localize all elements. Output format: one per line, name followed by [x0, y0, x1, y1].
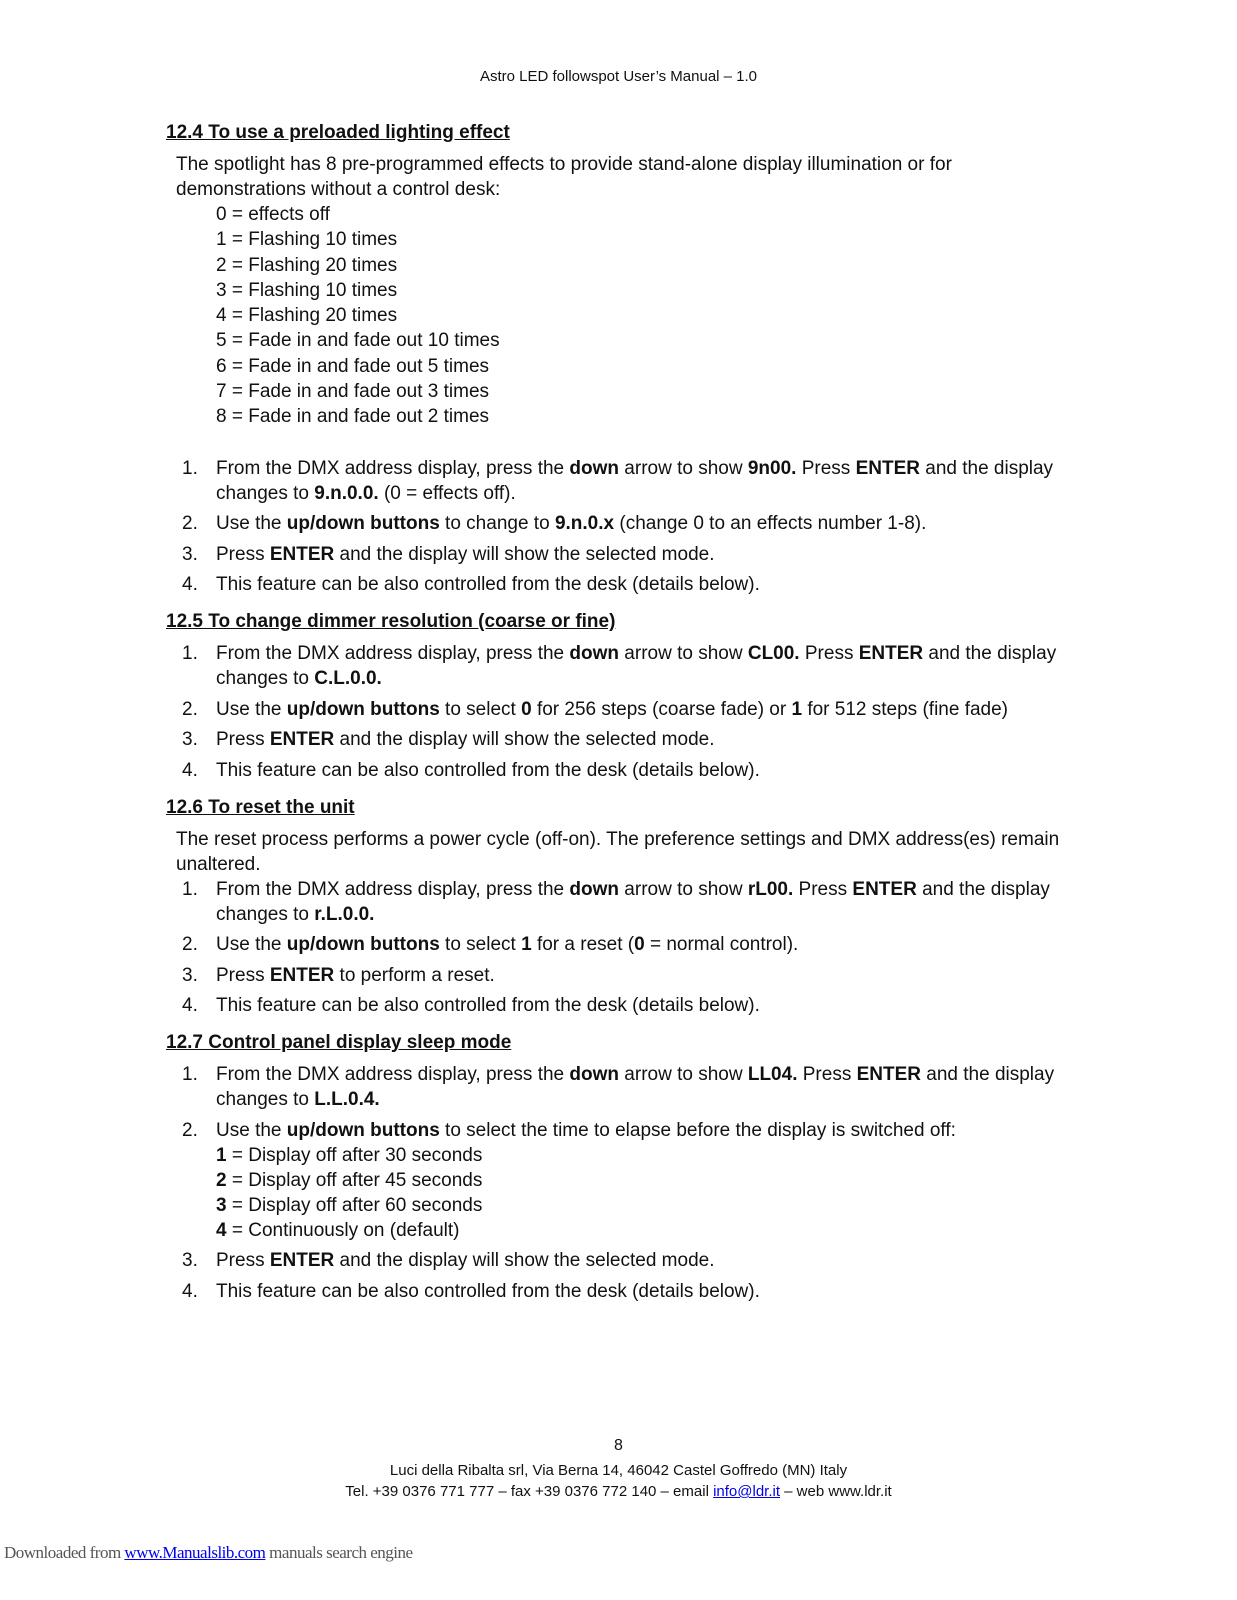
emphasis-text: up/down buttons [286, 513, 440, 535]
step-item [166, 932, 1066, 957]
step-text: = Continuously on (default) [226, 1219, 460, 1241]
sleep-option [216, 1168, 1066, 1193]
step-number: 1. [182, 878, 198, 900]
page-number: 8 [614, 1437, 623, 1454]
step-text: Press [793, 878, 853, 900]
effect-item: 0 = effects off [216, 204, 330, 225]
document-body [166, 120, 1066, 1309]
emphasis-text: LL04. [747, 1064, 798, 1086]
step-item [166, 877, 1066, 927]
step-item [166, 641, 1066, 691]
step-number: 2. [182, 513, 198, 535]
effect-item: 2 = Flashing 20 times [216, 254, 398, 276]
emphasis-text: L.L.0.4. [314, 1089, 380, 1111]
step-text: Press [796, 457, 856, 479]
sleep-option [216, 1143, 1066, 1168]
emphasis-text: ENTER [855, 457, 920, 479]
step-body [216, 572, 1066, 597]
step-text: and the display changes to [216, 1064, 1055, 1111]
emphasis-text: 9n00. [747, 457, 797, 479]
step-text: This feature can be also controlled from the desk (details below). [216, 1280, 760, 1302]
effect-item: 4 = Flashing 20 times [216, 305, 398, 327]
step-text: = Display off after 30 seconds [226, 1144, 483, 1166]
emphasis-text: down [569, 878, 620, 900]
step-body [216, 1062, 1066, 1112]
step-text: Press [216, 543, 270, 565]
step-text: arrow to show [619, 643, 748, 665]
step-item [166, 963, 1066, 988]
step-body [216, 1248, 1066, 1273]
emphasis-text: 2 [216, 1169, 227, 1191]
effect-item: 7 = Fade in and fade out 3 times [216, 381, 490, 403]
step-text: (0 = effects off). [378, 482, 516, 504]
step-number: 2. [182, 934, 198, 956]
emphasis-text: ENTER [852, 878, 917, 900]
step-text: to select the time to elapse before the display is switched off: [439, 1119, 956, 1141]
emphasis-text: up/down buttons [286, 934, 440, 956]
step-text: to select [439, 698, 522, 720]
step-item [166, 456, 1066, 506]
emphasis-text: 9.n.0.0. [314, 482, 379, 504]
step-body [216, 1118, 1066, 1143]
emphasis-text: ENTER [269, 729, 335, 751]
step-text: and the display changes to [216, 643, 1057, 690]
step-text: and the display will show the selected mode. [334, 1250, 715, 1272]
emphasis-text: ENTER [856, 1064, 921, 1086]
effect-item: 6 = Fade in and fade out 5 times [216, 355, 490, 377]
step-text: and the display changes to [216, 878, 1050, 925]
step-text: This feature can be also controlled from the desk (details below). [216, 759, 760, 781]
step-text: Press [216, 964, 270, 986]
section-intro: The reset process performs a power cycle (off-on). The preference settings and DMX address(es) remain unaltered. [176, 828, 1060, 875]
step-text: Press [799, 643, 859, 665]
emphasis-text: C.L.0.0. [314, 668, 382, 690]
step-item [166, 758, 1066, 783]
section-heading: 12.5 To change dimmer resolution (coarse or fine) [166, 611, 616, 633]
emphasis-text: 4 [216, 1219, 227, 1241]
steps-list [166, 1062, 1066, 1304]
step-body [216, 932, 1066, 957]
step-body [216, 758, 1066, 783]
step-text: arrow to show [619, 457, 748, 479]
step-text: From the DMX address display, press the [216, 878, 570, 900]
steps-list [166, 456, 1066, 598]
step-item [166, 1062, 1066, 1112]
download-suffix: manuals search engine [265, 1543, 413, 1562]
step-number: 4. [182, 1280, 198, 1302]
footer-contact-suffix: – web www.ldr.it [780, 1483, 892, 1500]
step-body [216, 963, 1066, 988]
sleep-option [216, 1193, 1066, 1218]
step-item [166, 1248, 1066, 1273]
manualslib-link[interactable]: www.Manualslib.com [124, 1543, 266, 1562]
footer-address: Luci della Ribalta srl, Via Berna 14, 46042 Castel Goffredo (MN) Italy [389, 1462, 848, 1479]
step-text: Press [216, 729, 270, 751]
emphasis-text: 9.n.0.x [554, 513, 615, 535]
step-text: From the DMX address display, press the [216, 1064, 570, 1086]
step-text: This feature can be also controlled from the desk (details below). [216, 995, 760, 1017]
step-text: Use the [216, 1119, 287, 1141]
step-number: 3. [182, 964, 198, 986]
effect-item: 3 = Flashing 10 times [216, 279, 398, 301]
step-item [166, 697, 1066, 722]
step-text: to change to [439, 513, 555, 535]
step-text: Use the [216, 513, 287, 535]
section-heading: 12.7 Control panel display sleep mode [166, 1032, 512, 1054]
effect-item: 1 = Flashing 10 times [216, 229, 398, 251]
step-text: arrow to show [619, 878, 748, 900]
emphasis-text: 0 [521, 698, 532, 720]
emphasis-text: down [569, 457, 620, 479]
emphasis-text: 1 [521, 934, 532, 956]
step-number: 1. [182, 457, 198, 479]
emphasis-text: 0 [634, 934, 645, 956]
step-text: Use the [216, 698, 287, 720]
step-item [166, 1279, 1066, 1304]
step-item [166, 511, 1066, 536]
step-number: 4. [182, 574, 198, 596]
step-text: for a reset ( [531, 934, 635, 956]
step-text: = Display off after 60 seconds [226, 1194, 483, 1216]
emphasis-text: down [569, 643, 620, 665]
step-text: and the display will show the selected mode. [334, 543, 715, 565]
step-number: 3. [182, 543, 198, 565]
step-text: for 256 steps (coarse fade) or [531, 698, 792, 720]
footer-contact [0, 1483, 1237, 1500]
emphasis-text: up/down buttons [286, 698, 440, 720]
emphasis-text: ENTER [269, 964, 335, 986]
section-4 [166, 120, 1066, 597]
section-7 [166, 1030, 1066, 1304]
step-number: 3. [182, 729, 198, 751]
emphasis-text: 1 [216, 1144, 227, 1166]
section-heading: 12.6 To reset the unit [166, 796, 355, 818]
step-body [216, 727, 1066, 752]
emphasis-text: 1 [791, 698, 803, 720]
step-text: From the DMX address display, press the [216, 457, 570, 479]
emphasis-text: ENTER [269, 1250, 335, 1272]
step-number: 2. [182, 1119, 198, 1141]
effect-item: 8 = Fade in and fade out 2 times [216, 406, 490, 428]
emphasis-text: down [569, 1064, 620, 1086]
emphasis-text: ENTER [269, 543, 335, 565]
step-text: for 512 steps (fine fade) [802, 698, 1009, 720]
page-header: Astro LED followspot User’s Manual – 1.0 [479, 68, 758, 85]
step-text: to select [439, 934, 522, 956]
step-text: = normal control). [644, 934, 799, 956]
section-heading: 12.4 To use a preloaded lighting effect [166, 122, 510, 143]
step-item [166, 1118, 1066, 1243]
step-number: 1. [182, 1064, 198, 1086]
step-number: 3. [182, 1250, 198, 1272]
emphasis-text: 3 [216, 1194, 227, 1216]
steps-list [166, 877, 1066, 1019]
step-text: This feature can be also controlled from the desk (details below). [216, 574, 760, 596]
step-number: 4. [182, 995, 198, 1017]
step-text: arrow to show [619, 1064, 748, 1086]
step-text: and the display will show the selected mode. [334, 729, 715, 751]
steps-list [166, 641, 1066, 783]
step-item [166, 993, 1066, 1018]
step-body [216, 1279, 1066, 1304]
step-number: 1. [182, 643, 198, 665]
section-intro: The spotlight has 8 pre-programmed effects to provide stand-alone display illumination or for demonstrations without a control desk: [176, 154, 952, 200]
step-item [166, 572, 1066, 597]
step-item [166, 542, 1066, 567]
emphasis-text: up/down buttons [286, 1119, 440, 1141]
step-body [216, 993, 1066, 1018]
step-body [216, 511, 1066, 536]
section-5 [166, 609, 1066, 783]
step-text: (change 0 to an effects number 1-8). [614, 513, 927, 535]
email-link[interactable]: info@ldr.it [713, 1483, 780, 1500]
emphasis-text: CL00. [747, 643, 800, 665]
step-text: to perform a reset. [334, 964, 495, 986]
step-item [166, 727, 1066, 752]
step-body [216, 877, 1066, 927]
download-bar [4, 1543, 413, 1563]
emphasis-text: rL00. [747, 878, 794, 900]
step-text: Use the [216, 934, 287, 956]
step-body [216, 456, 1066, 506]
step-text: Press [216, 1250, 270, 1272]
step-body [216, 697, 1066, 722]
step-text: and the display changes to [216, 457, 1054, 504]
sleep-options-list [216, 1143, 1066, 1243]
step-body [216, 641, 1066, 691]
sleep-option [216, 1218, 1066, 1243]
footer-contact-prefix: Tel. +39 0376 771 777 – fax +39 0376 772 140 – email [345, 1483, 714, 1500]
step-body [216, 542, 1066, 567]
emphasis-text: ENTER [858, 643, 924, 665]
step-text: Press [797, 1064, 857, 1086]
effect-item: 5 = Fade in and fade out 10 times [216, 330, 500, 352]
section-6 [166, 795, 1066, 1019]
step-number: 4. [182, 759, 198, 781]
download-prefix: Downloaded from [4, 1543, 125, 1562]
step-text: From the DMX address display, press the [216, 643, 570, 665]
effects-list [216, 202, 1066, 430]
step-number: 2. [182, 698, 198, 720]
step-text: = Display off after 45 seconds [226, 1169, 483, 1191]
emphasis-text: r.L.0.0. [314, 903, 375, 925]
